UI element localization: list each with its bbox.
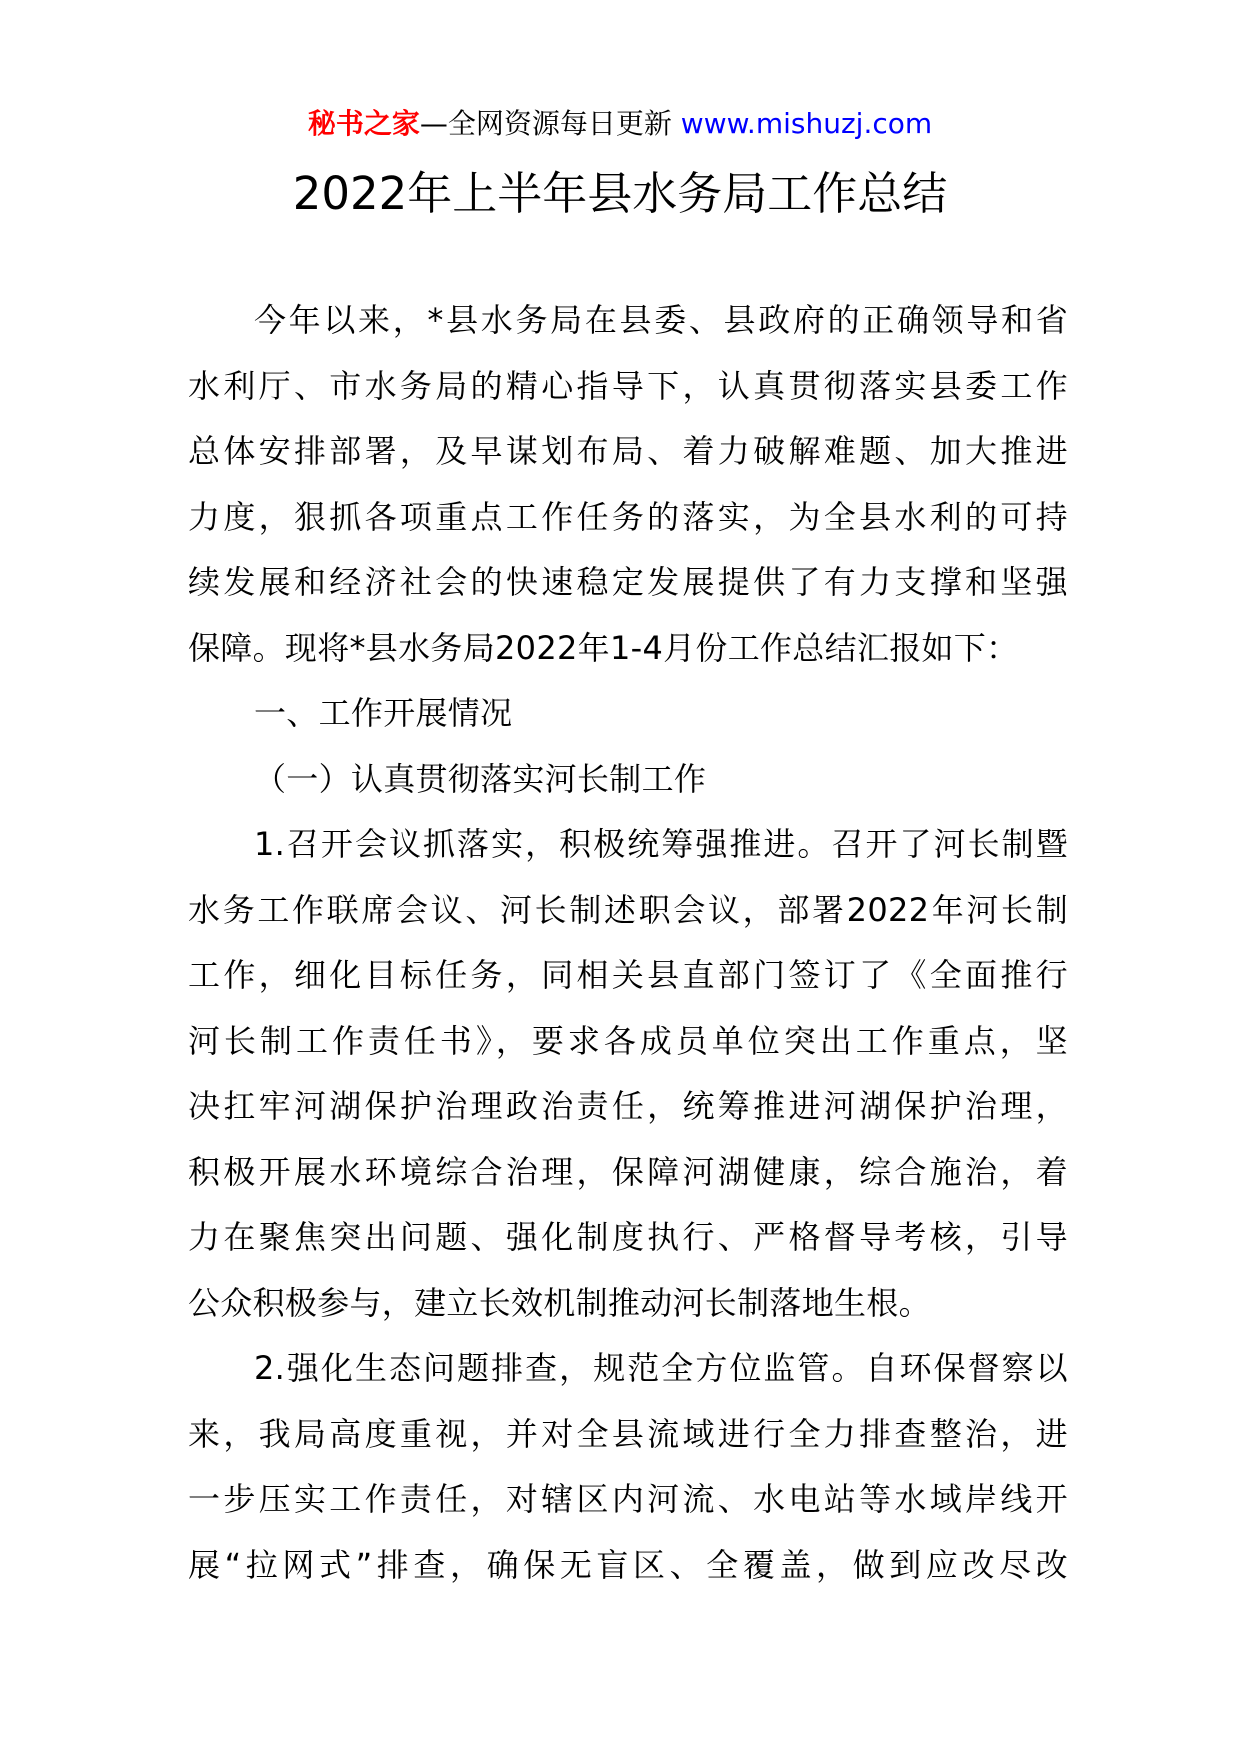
text-line: 工作，细化目标任务，同相关县直部门签订了《全面推行	[188, 956, 1068, 994]
text-line: 续发展和经济社会的快速稳定发展提供了有力支撑和坚强	[188, 563, 1068, 601]
text-line: 积极开展水环境综合治理，保障河湖健康，综合施治，着	[188, 1152, 1068, 1191]
text-line: 河长制工作责任书》，要求各成员单位突出工作重点，坚	[188, 1021, 1068, 1060]
text-line: 1.召开会议抓落实，积极统筹强推进。召开了河长制暨	[254, 825, 1068, 863]
site-url-link[interactable]: www.mishuzj.com	[680, 107, 933, 140]
text-line: 一、工作开展情况	[254, 694, 513, 732]
brand-name: 秘书之家	[307, 107, 420, 140]
text-line: 展“拉网式”排查，确保无盲区、全覆盖，做到应改尽改	[188, 1545, 1068, 1584]
text-line: 总体安排部署，及早谋划布局、着力破解难题、加大推进	[188, 432, 1068, 470]
text-line: 一步压实工作责任，对辖区内河流、水电站等水域岸线开	[188, 1480, 1068, 1518]
site-header	[0, 104, 1240, 144]
text-line: 水利厅、市水务局的精心指导下，认真贯彻落实县委工作	[188, 366, 1068, 405]
text-line: 力在聚焦突出问题、强化制度执行、严格督导考核，引导	[188, 1218, 1068, 1256]
text-line: 力度，狠抓各项重点工作任务的落实，为全县水利的可持	[188, 497, 1068, 536]
text-line: 决扛牢河湖保护治理政治责任，统筹推进河湖保护治理，	[188, 1087, 1068, 1125]
text-line: （一）认真贯彻落实河长制工作	[254, 759, 707, 798]
text-line: 公众积极参与，建立长效机制推动河长制落地生根。	[188, 1283, 931, 1322]
site-tagline: —全网资源每日更新	[419, 107, 672, 140]
document-title: 2022年上半年县水务局工作总结	[292, 167, 948, 220]
document-body	[188, 288, 1068, 1598]
text-line: 来，我局高度重视，并对全县流域进行全力排查整治，进	[188, 1414, 1068, 1453]
text-line: 2.强化生态问题排查，规范全方位监管。自环保督察以	[254, 1349, 1068, 1387]
text-line: 今年以来，*县水务局在县委、县政府的正确领导和省	[254, 301, 1068, 339]
text-line: 水务工作联席会议、河长制述职会议，部署2022年河长制	[188, 890, 1068, 929]
text-line: 保障。现将*县水务局2022年1-4月份工作总结汇报如下：	[188, 628, 1019, 667]
